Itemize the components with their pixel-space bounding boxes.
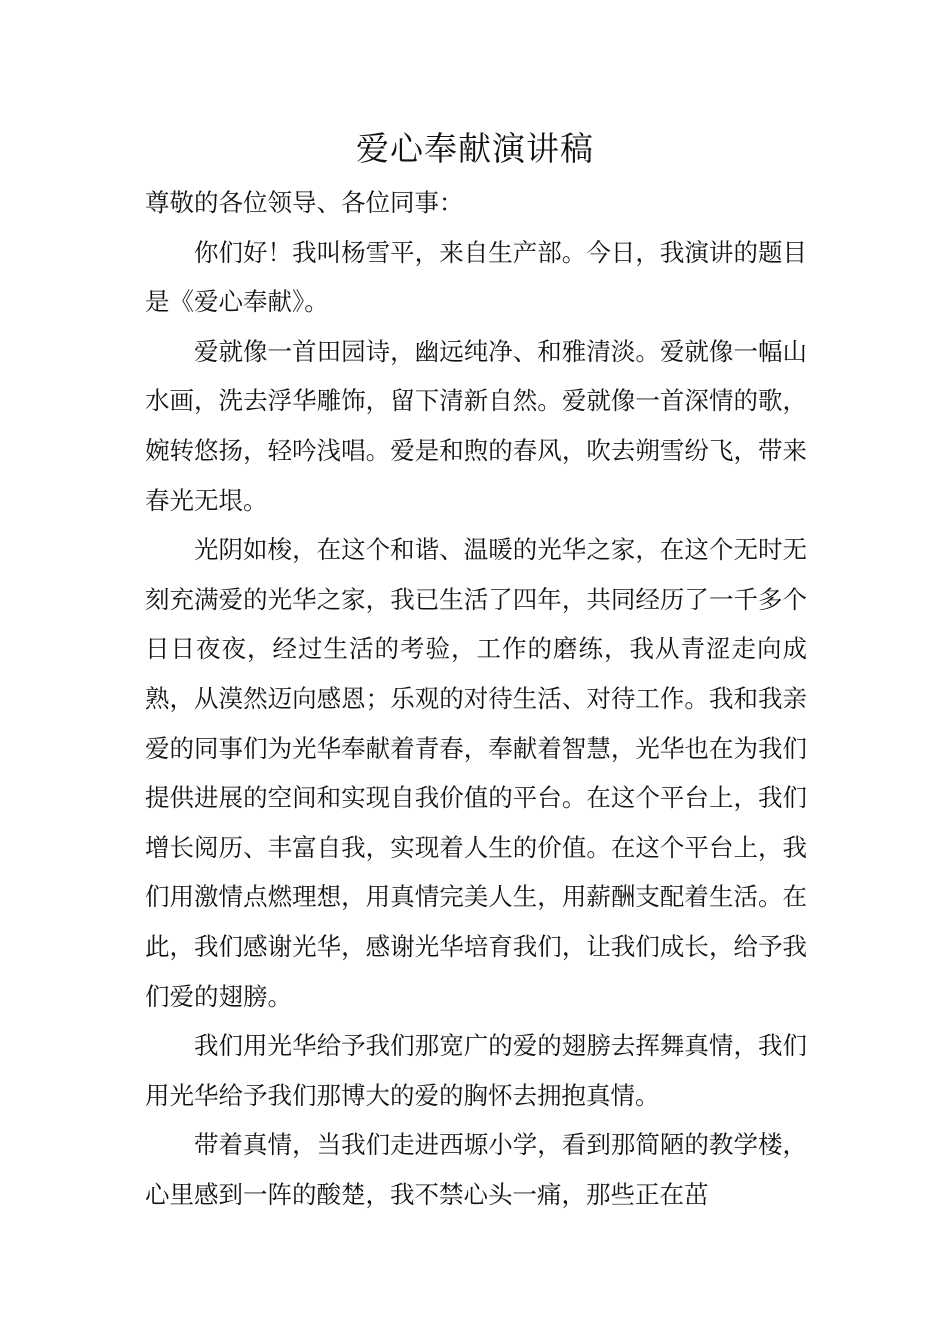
paragraph-1: 你们好！我叫杨雪平，来自生产部。今日，我演讲的题目是《爱心奉献》。 bbox=[145, 237, 807, 317]
paragraph-4: 我们用光华给予我们那宽广的爱的翅膀去挥舞真情，我们用光华给予我们那博大的爱的胸怀去拥抱真情。 bbox=[145, 1031, 807, 1110]
document-title: 爱心奉献演讲稿 bbox=[356, 129, 594, 168]
document-body bbox=[145, 178, 807, 1219]
paragraph-2: 爱就像一首田园诗，幽远纯净、和雅清淡。爱就像一幅山水画，洗去浮华雕饰，留下清新自然。爱就像一首深情的歌，婉转悠扬，轻吟浅唱。爱是和煦的春风，吹去朔雪纷飞，带来春光无垠。 bbox=[145, 336, 807, 515]
salutation: 尊敬的各位领导、各位同事： bbox=[145, 188, 464, 217]
paragraph-3: 光阴如梭，在这个和谐、温暖的光华之家，在这个无时无刻充满爱的光华之家，我已生活了四年，共同经历了一千多个日日夜夜，经过生活的考验，工作的磨练，我从青涩走向成熟，从漠然迈向感恩；乐观的对待生活、对待工作。我和我亲爱的同事们为光华奉献着青春，奉献着智慧，光华也在为我们提供进展的空间和实现自我价值的平台。在这个平台上，我们增长阅历、丰富自我，实现着人生的价值。在这个平台上，我们用激情点燃理想，用真情完美人生，用薪酬支配着生活。在此，我们感谢光华，感谢光华培育我们，让我们成长，给予我们爱的翅膀。 bbox=[145, 535, 807, 1011]
paragraph-5: 带着真情，当我们走进西塬小学，看到那简陋的教学楼，心里感到一阵的酸楚，我不禁心头一痛，那些正在茁 bbox=[145, 1130, 807, 1209]
